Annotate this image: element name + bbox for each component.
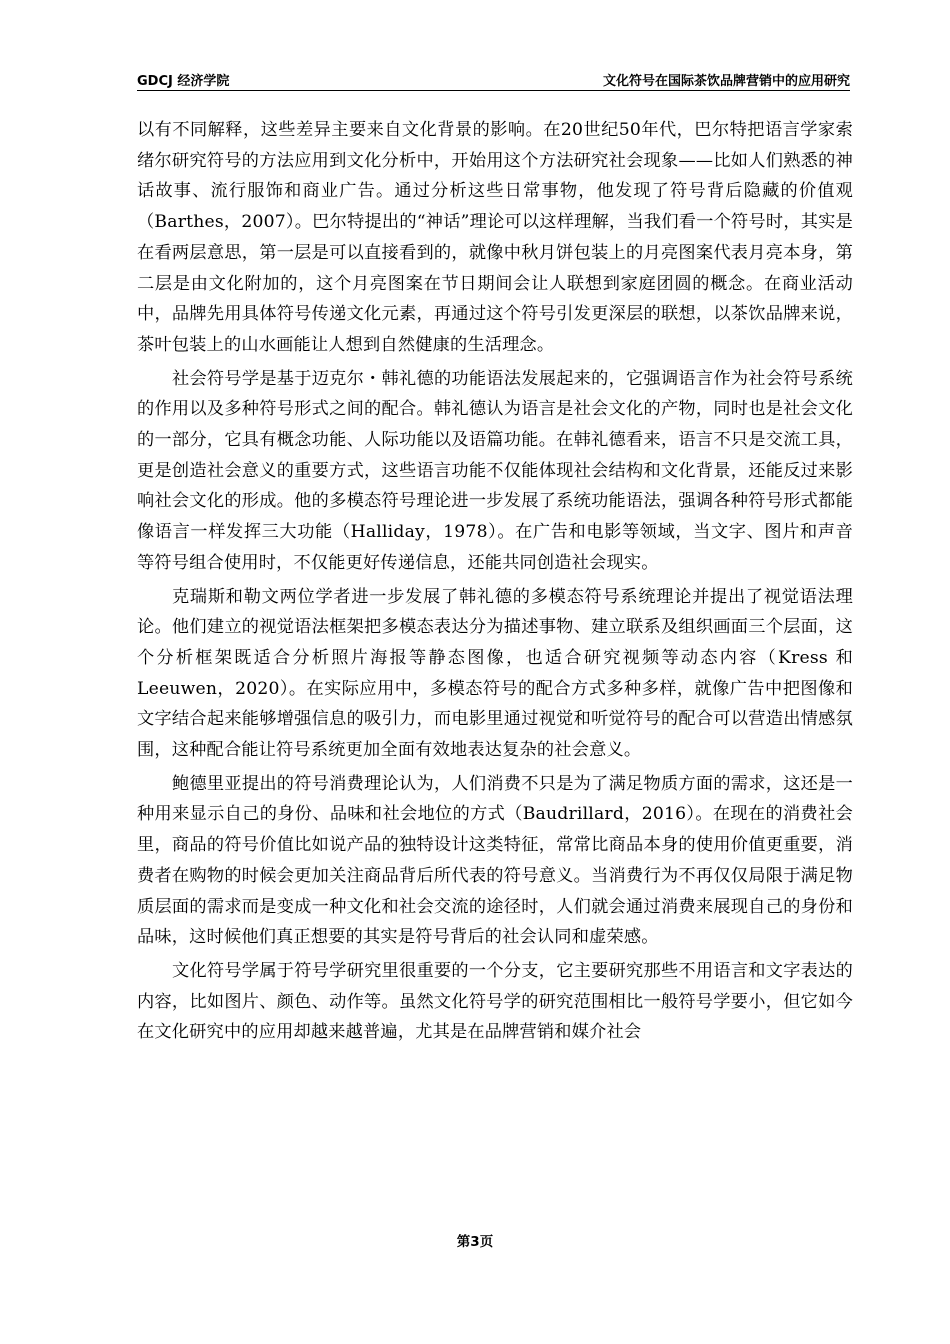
paragraph-visual-grammar: 克瑞斯和勒文两位学者进一步发展了韩礼德的多模态符号系统理论并提出了视觉语法理论。他们建立的视觉语法框架把多模态表达分为描述事物、建立联系及组织画面三个层面，这个分析框架既适合分析照片海报等静态图像，也适合研究视频等动态内容（Kress 和 Leeuwen，2020）。在实际应用中，多模态符号的配合方式多种多样，就像广告中把图像和文字结合起来能够增强信息的吸引力，而电影里通过视觉和听觉符号的配合可以营造出情感氛围，这种配合能让符号系统更加全面有效地表达复杂的社会意义。 <box>137 586 853 761</box>
paragraph-social-semiotics: 社会符号学是基于迈克尔・韩礼德的功能语法发展起来的，它强调语言作为社会符号系统的作用以及多种符号形式之间的配合。韩礼德认为语言是社会文化的产物，同时也是社会文化的一部分，它具有概念功能、人际功能以及语篇功能。在韩礼德看来，语言不只是交流工具，更是创造社会意义的重要方式，这些语言功能不仅能体现社会结构和文化背景，还能反过来影响社会文化的形成。他的多模态符号理论进一步发展了系统功能语法，强调各种符号形式都能像语言一样发挥三大功能（Halliday，1978）。在广告和电影等领域，当文字、图片和声音等符号组合使用时，不仅能更好传递信息，还能共同创造社会现实。 <box>137 368 853 573</box>
page-number: 第3页 <box>456 1234 494 1250</box>
body-text <box>137 115 853 1051</box>
paragraph-continued: 以有不同解释，这些差异主要来自文化背景的影响。在20世纪50年代，巴尔特把语言学家索绪尔研究符号的方法应用到文化分析中，开始用这个方法研究社会现象——比如人们熟悉的神话故事、流行服饰和商业广告。通过分析这些日常事物，他发现了符号背后隐藏的价值观（Barthes，2007）。巴尔特提出的“神话”理论可以这样理解，当我们看一个符号时，其实是在看两层意思，第一层是可以直接看到的，就像中秋月饼包装上的月亮图案代表月亮本身，第二层是由文化附加的，这个月亮图案在节日期间会让人联想到家庭团圆的概念。在商业活动中，品牌先用具体符号传递文化元素，再通过这个符号引发更深层的联想，以茶饮品牌来说，茶叶包装上的山水画能让人想到自然健康的生活理念。 <box>137 120 853 355</box>
paragraph-symbol-consumption: 鲍德里亚提出的符号消费理论认为，人们消费不只是为了满足物质方面的需求，这还是一种用来显示自己的身份、品味和社会地位的方式（Baudrillard，2016）。在现在的消费社会里，商品的符号价值比如说产品的独特设计这类特征，常常比商品本身的使用价值更重要，消费者在购物的时候会更加关注商品背后所代表的符号意义。当消费行为不再仅仅局限于满足物质层面的需求而是变成一种文化和社会交流的途径时，人们就会通过消费来展现自己的身份和品味，这时候他们真正想要的其实是符号背后的社会认同和虚荣感。 <box>137 773 853 948</box>
paragraph-cultural-semiotics: 文化符号学属于符号学研究里很重要的一个分支，它主要研究那些不用语言和文字表达的内容，比如图片、颜色、动作等。虽然文化符号学的研究范围相比一般符号学要小，但它如今在文化研究中的应用却越来越普遍，尤其是在品牌营销和媒介社会 <box>137 960 853 1043</box>
page-header <box>137 68 850 91</box>
header-paper-title: 文化符号在国际茶饮品牌营销中的应用研究 <box>602 74 850 89</box>
header-institution: GDCJ 经济学院 <box>137 74 230 89</box>
